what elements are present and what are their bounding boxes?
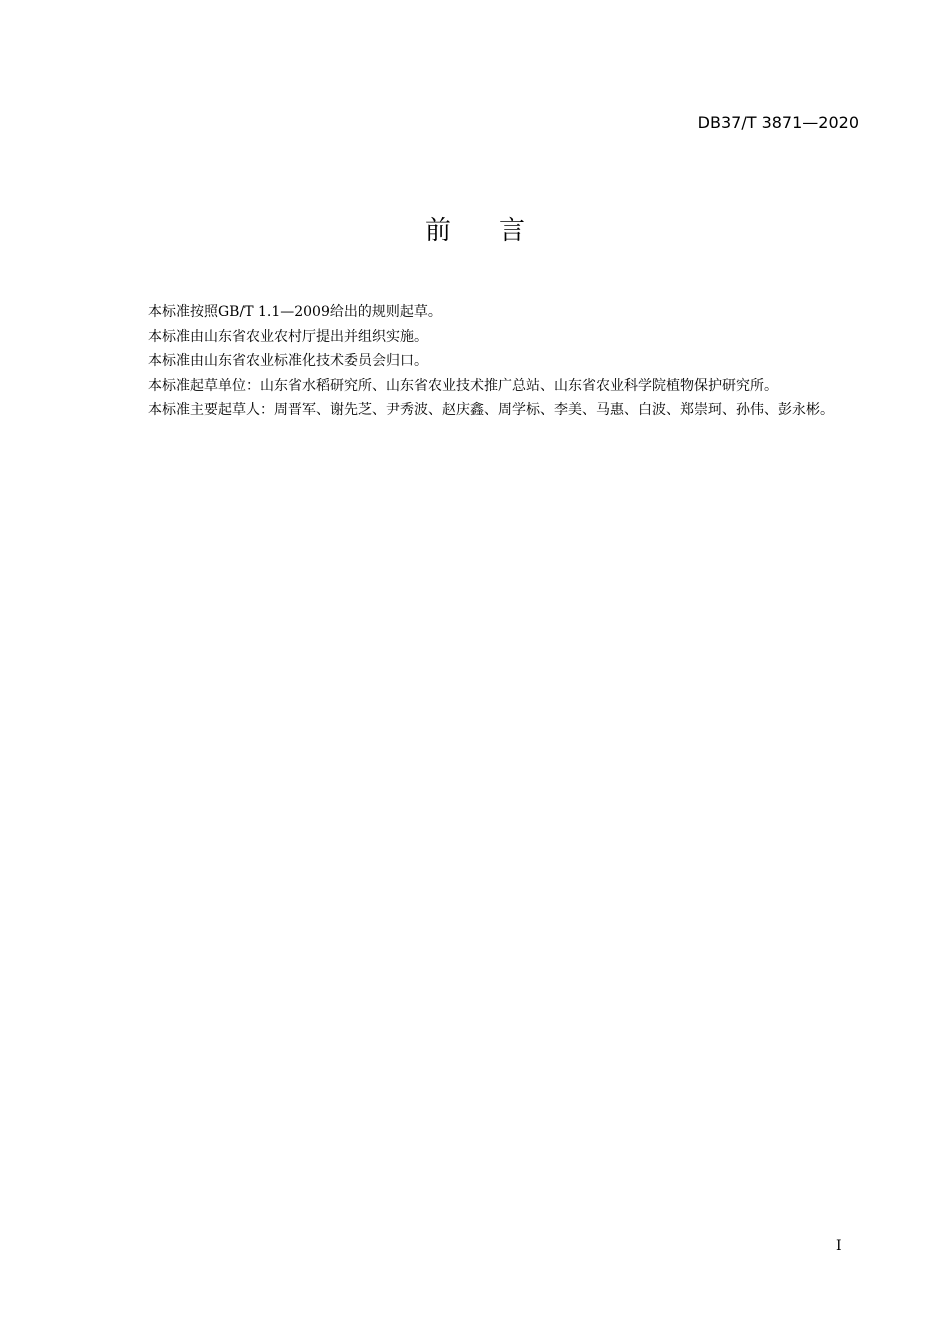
page-number: I <box>836 1238 842 1254</box>
foreword-paragraph-committee: 本标准由山东省农业标准化技术委员会归口。 <box>148 353 428 369</box>
foreword-paragraph-drafting-units: 本标准起草单位：山东省水稻研究所、山东省农业技术推广总站、山东省农业科学院植物保护研究所。 <box>148 377 778 394</box>
foreword-paragraph-drafting-rules: 本标准按照GB/T 1.1—2009给出的规则起草。 <box>148 304 442 320</box>
standard-code: DB37/T 3871—2020 <box>697 113 859 132</box>
foreword-paragraph-proposer: 本标准由山东省农业农村厅提出并组织实施。 <box>148 328 428 345</box>
foreword-body <box>114 300 860 423</box>
title-char-2: 言 <box>499 216 526 246</box>
foreword-paragraph-drafters: 本标准主要起草人：周晋军、谢先芝、尹秀波、赵庆鑫、周学标、李美、马惠、白波、郑崇珂、孙伟、彭永彬。 <box>148 402 834 418</box>
page-title <box>0 214 950 248</box>
title-char-1: 前 <box>424 216 451 246</box>
